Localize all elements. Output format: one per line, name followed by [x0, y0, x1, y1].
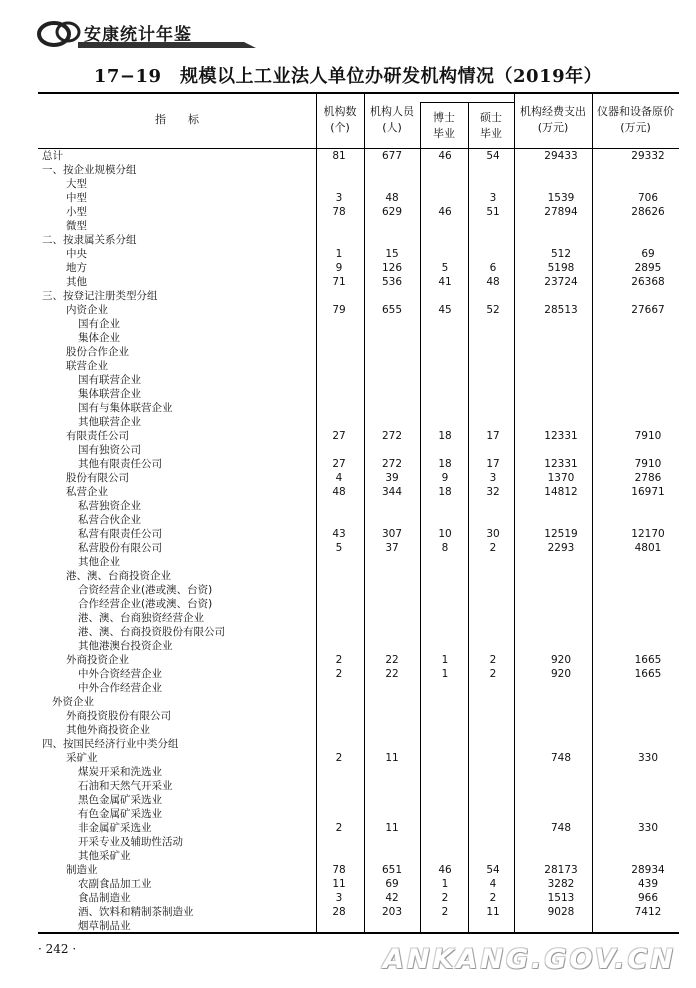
row-value: 920 — [550, 668, 572, 680]
row-label: 私营独资企业 — [78, 500, 141, 512]
row-value: 48 — [332, 486, 346, 498]
row-value: 15 — [385, 248, 399, 260]
table-row — [38, 863, 679, 877]
row-value: 28934 — [631, 864, 665, 876]
row-label: 其他港澳台投资企业 — [78, 640, 173, 652]
header-personnel-line1: 机构人员 — [370, 105, 414, 118]
table-row — [38, 765, 679, 779]
table-row — [38, 681, 679, 695]
row-value: 39 — [385, 472, 399, 484]
table-top-rule — [38, 92, 679, 94]
row-value: 9 — [441, 472, 449, 484]
table-row — [38, 611, 679, 625]
row-value: 5 — [441, 262, 449, 274]
row-value: 52 — [486, 304, 500, 316]
row-value: 2293 — [547, 542, 575, 554]
row-value: 11 — [332, 878, 346, 890]
row-value: 1 — [441, 654, 449, 666]
row-value: 78 — [332, 206, 346, 218]
row-value: 2 — [335, 822, 343, 834]
row-label: 总计 — [42, 150, 63, 162]
row-value: 14812 — [544, 486, 578, 498]
row-value: 28173 — [544, 864, 578, 876]
row-value: 2 — [441, 892, 449, 904]
table-row — [38, 303, 679, 317]
table-row — [38, 233, 679, 247]
table-row — [38, 401, 679, 415]
table-row — [38, 597, 679, 611]
header-doctorate-line1: 博士 — [433, 111, 455, 124]
header-personnel-line2: (人) — [382, 121, 402, 134]
row-value: 43 — [332, 528, 346, 540]
row-value: 5 — [335, 542, 343, 554]
table-row — [38, 625, 679, 639]
row-value: 17 — [486, 430, 500, 442]
row-value: 26368 — [631, 276, 665, 288]
row-value: 12519 — [544, 528, 578, 540]
row-value: 1539 — [547, 192, 575, 204]
row-value: 28 — [332, 906, 346, 918]
row-value: 330 — [637, 822, 659, 834]
row-value: 1513 — [547, 892, 575, 904]
row-label: 其他外商投资企业 — [66, 724, 150, 736]
row-value: 9028 — [547, 906, 575, 918]
row-label: 微型 — [66, 220, 87, 232]
row-label: 中型 — [66, 192, 87, 204]
table-row — [38, 275, 679, 289]
row-value: 27 — [332, 458, 346, 470]
row-value: 6 — [489, 262, 497, 274]
row-label: 外商投资股份有限公司 — [66, 710, 171, 722]
row-value: 272 — [381, 458, 403, 470]
row-value: 2 — [489, 668, 497, 680]
row-value: 629 — [381, 206, 403, 218]
row-label: 中央 — [66, 248, 87, 260]
row-value: 3 — [489, 472, 497, 484]
row-label: 私营有限责任公司 — [78, 528, 162, 540]
row-value: 1665 — [634, 654, 662, 666]
row-value: 3 — [489, 192, 497, 204]
table-row — [38, 667, 679, 681]
table-row — [38, 919, 679, 933]
row-value: 307 — [381, 528, 403, 540]
row-label: 三、按登记注册类型分组 — [42, 290, 158, 302]
row-label: 私营股份有限公司 — [78, 542, 162, 554]
header-masters-line2: 毕业 — [480, 127, 502, 140]
row-value: 1665 — [634, 668, 662, 680]
header-expenditure — [514, 104, 592, 136]
row-value: 1370 — [547, 472, 575, 484]
header-personnel — [364, 104, 420, 136]
row-value: 32 — [486, 486, 500, 498]
row-value: 3282 — [547, 878, 575, 890]
row-value: 1 — [441, 878, 449, 890]
row-label: 小型 — [66, 206, 87, 218]
header-institutions-line1: 机构数 — [323, 105, 357, 118]
row-label: 集体企业 — [78, 332, 120, 344]
row-value: 18 — [438, 430, 452, 442]
row-label: 联营企业 — [66, 360, 108, 372]
row-label: 其他有限责任公司 — [78, 458, 162, 470]
page-number: · 242 · — [38, 942, 77, 956]
row-value: 17 — [486, 458, 500, 470]
row-value: 10 — [438, 528, 452, 540]
row-label: 中外合作经营企业 — [78, 682, 162, 694]
table-row — [38, 891, 679, 905]
row-value: 12170 — [631, 528, 665, 540]
row-value: 46 — [438, 150, 452, 162]
table-row — [38, 527, 679, 541]
row-value: 2 — [335, 668, 343, 680]
header-masters — [468, 110, 514, 142]
table-row — [38, 317, 679, 331]
row-label: 股份有限公司 — [66, 472, 129, 484]
row-value: 677 — [381, 150, 403, 162]
row-value: 28626 — [631, 206, 665, 218]
row-value: 2786 — [634, 472, 662, 484]
table-row — [38, 359, 679, 373]
row-value: 29433 — [544, 150, 578, 162]
row-value: 79 — [332, 304, 346, 316]
row-label: 其他联营企业 — [78, 416, 141, 428]
row-value: 512 — [550, 248, 572, 260]
row-label: 农副食品加工业 — [78, 878, 152, 890]
row-value: 344 — [381, 486, 403, 498]
row-value: 3 — [335, 892, 343, 904]
row-label: 国有企业 — [78, 318, 120, 330]
table-row — [38, 751, 679, 765]
table-row — [38, 653, 679, 667]
row-label: 开采专业及辅助性活动 — [78, 836, 183, 848]
row-label: 石油和天然气开采业 — [78, 780, 173, 792]
row-value: 11 — [486, 906, 500, 918]
book-title: 安康统计年鉴 — [84, 25, 192, 45]
table-row — [38, 499, 679, 513]
row-label: 四、按国民经济行业中类分组 — [42, 738, 179, 750]
header-expenditure-line2: (万元) — [537, 121, 569, 134]
table-row — [38, 177, 679, 191]
row-value: 2895 — [634, 262, 662, 274]
row-value: 126 — [381, 262, 403, 274]
header-expenditure-line1: 机构经费支出 — [520, 105, 586, 118]
row-label: 集体联营企业 — [78, 388, 141, 400]
row-label: 大型 — [66, 178, 87, 190]
row-label: 国有联营企业 — [78, 374, 141, 386]
row-value: 4 — [335, 472, 343, 484]
table-row — [38, 387, 679, 401]
row-label: 私营企业 — [66, 486, 108, 498]
row-value: 2 — [489, 654, 497, 666]
row-value: 54 — [486, 150, 500, 162]
row-value: 920 — [550, 654, 572, 666]
row-value: 2 — [335, 752, 343, 764]
table-row — [38, 835, 679, 849]
row-label: 地方 — [66, 262, 87, 274]
table-title: 17−19 规模以上工业法人单位办研发机构情况（2019年） — [93, 66, 603, 87]
row-value: 22 — [385, 654, 399, 666]
table-row — [38, 429, 679, 443]
header-institutions — [316, 104, 364, 136]
header-indicator: 指 标 — [155, 113, 199, 126]
table-row — [38, 905, 679, 919]
row-value: 45 — [438, 304, 452, 316]
table-row — [38, 443, 679, 457]
row-value: 748 — [550, 822, 572, 834]
row-value: 706 — [637, 192, 659, 204]
table-row — [38, 569, 679, 583]
row-value: 27667 — [631, 304, 665, 316]
row-label: 合作经营企业(港或澳、台资) — [78, 598, 213, 610]
header-equipment — [592, 104, 679, 136]
table-row — [38, 639, 679, 653]
header-equipment-line2: (万元) — [620, 121, 651, 134]
row-value: 46 — [438, 206, 452, 218]
row-label: 股份合作企业 — [66, 346, 129, 358]
table-row — [38, 793, 679, 807]
table-row — [38, 373, 679, 387]
row-value: 1 — [441, 668, 449, 680]
header-doctorate — [420, 110, 468, 142]
row-value: 11 — [385, 752, 399, 764]
row-label: 港、澳、台商独资经营企业 — [78, 612, 204, 624]
table-row — [38, 261, 679, 275]
row-value: 42 — [385, 892, 399, 904]
header-equipment-line1: 仪器和设备原价 — [597, 105, 674, 118]
table-row — [38, 457, 679, 471]
row-value: 536 — [381, 276, 403, 288]
row-value: 7910 — [634, 458, 662, 470]
row-label: 食品制造业 — [78, 892, 131, 904]
row-value: 330 — [637, 752, 659, 764]
table-row — [38, 513, 679, 527]
row-label: 煤炭开采和洗选业 — [78, 766, 162, 778]
header-masters-line1: 硕士 — [480, 111, 502, 124]
row-label: 一、按企业规模分组 — [42, 164, 137, 176]
row-value: 2 — [489, 542, 497, 554]
table-row — [38, 695, 679, 709]
row-value: 22 — [385, 668, 399, 680]
table-row — [38, 219, 679, 233]
row-label: 私营合伙企业 — [78, 514, 141, 526]
row-label: 采矿业 — [66, 752, 98, 764]
row-value: 2 — [335, 654, 343, 666]
table-row — [38, 723, 679, 737]
row-value: 28513 — [544, 304, 578, 316]
row-label: 烟草制品业 — [78, 920, 131, 932]
table-row — [38, 485, 679, 499]
table-row — [38, 737, 679, 751]
row-value: 23724 — [544, 276, 578, 288]
table-row — [38, 205, 679, 219]
row-label: 外商投资企业 — [66, 654, 129, 666]
row-value: 46 — [438, 864, 452, 876]
row-value: 748 — [550, 752, 572, 764]
row-value: 2 — [441, 906, 449, 918]
row-label: 非金属矿采选业 — [78, 822, 152, 834]
row-value: 30 — [486, 528, 500, 540]
row-label: 港、澳、台商投资股份有限公司 — [78, 626, 225, 638]
table-row — [38, 849, 679, 863]
site-watermark: ANKANG.GOV.CN — [383, 944, 676, 975]
row-value: 18 — [438, 458, 452, 470]
row-value: 41 — [438, 276, 452, 288]
row-value: 69 — [641, 248, 655, 260]
row-label: 二、按隶属关系分组 — [42, 234, 137, 246]
row-value: 12331 — [544, 430, 578, 442]
row-value: 655 — [381, 304, 403, 316]
table-row — [38, 555, 679, 569]
table-row — [38, 779, 679, 793]
row-value: 37 — [385, 542, 399, 554]
row-value: 69 — [385, 878, 399, 890]
row-value: 48 — [385, 192, 399, 204]
row-label: 有限责任公司 — [66, 430, 129, 442]
table-row — [38, 345, 679, 359]
table-row — [38, 247, 679, 261]
table-row — [38, 821, 679, 835]
row-label: 酒、饮料和精制茶制造业 — [78, 906, 194, 918]
table-row — [38, 415, 679, 429]
row-label: 国有与集体联营企业 — [78, 402, 173, 414]
row-value: 3 — [335, 192, 343, 204]
row-label: 其他 — [66, 276, 87, 288]
row-value: 51 — [486, 206, 500, 218]
row-value: 48 — [486, 276, 500, 288]
row-value: 12331 — [544, 458, 578, 470]
subheader-rule — [420, 102, 514, 103]
table-row — [38, 583, 679, 597]
table-row — [38, 541, 679, 555]
row-value: 7412 — [634, 906, 662, 918]
row-value: 4 — [489, 878, 497, 890]
row-label: 其他采矿业 — [78, 850, 131, 862]
row-value: 54 — [486, 864, 500, 876]
table-row — [38, 149, 679, 163]
row-label: 外资企业 — [52, 696, 94, 708]
table-row — [38, 163, 679, 177]
table-row — [38, 877, 679, 891]
row-value: 651 — [381, 864, 403, 876]
table-row — [38, 709, 679, 723]
row-value: 18 — [438, 486, 452, 498]
row-value: 439 — [637, 878, 659, 890]
row-value: 272 — [381, 430, 403, 442]
row-value: 203 — [381, 906, 403, 918]
row-label: 制造业 — [66, 864, 98, 876]
row-value: 5198 — [547, 262, 575, 274]
row-label: 国有独资公司 — [78, 444, 141, 456]
row-value: 9 — [335, 262, 343, 274]
row-label: 中外合资经营企业 — [78, 668, 162, 680]
row-value: 27894 — [544, 206, 578, 218]
table-row — [38, 289, 679, 303]
table-row — [38, 807, 679, 821]
row-value: 1 — [335, 248, 343, 260]
row-label: 黑色金属矿采选业 — [78, 794, 162, 806]
header-doctorate-line2: 毕业 — [433, 127, 455, 140]
row-value: 7910 — [634, 430, 662, 442]
row-label: 港、澳、台商投资企业 — [66, 570, 171, 582]
row-value: 4801 — [634, 542, 662, 554]
table-row — [38, 471, 679, 485]
table-row — [38, 331, 679, 345]
row-label: 合资经营企业(港或澳、台资) — [78, 584, 213, 596]
row-value: 2 — [489, 892, 497, 904]
row-value: 81 — [332, 150, 346, 162]
row-value: 27 — [332, 430, 346, 442]
row-value: 16971 — [631, 486, 665, 498]
row-value: 966 — [637, 892, 659, 904]
row-value: 78 — [332, 864, 346, 876]
header-institutions-line2: (个) — [330, 121, 350, 134]
table-row — [38, 191, 679, 205]
row-value: 29332 — [631, 150, 665, 162]
row-label: 有色金属矿采选业 — [78, 808, 162, 820]
row-value: 71 — [332, 276, 346, 288]
row-label: 其他企业 — [78, 556, 120, 568]
row-label: 内资企业 — [66, 304, 108, 316]
row-value: 11 — [385, 822, 399, 834]
row-value: 8 — [441, 542, 449, 554]
